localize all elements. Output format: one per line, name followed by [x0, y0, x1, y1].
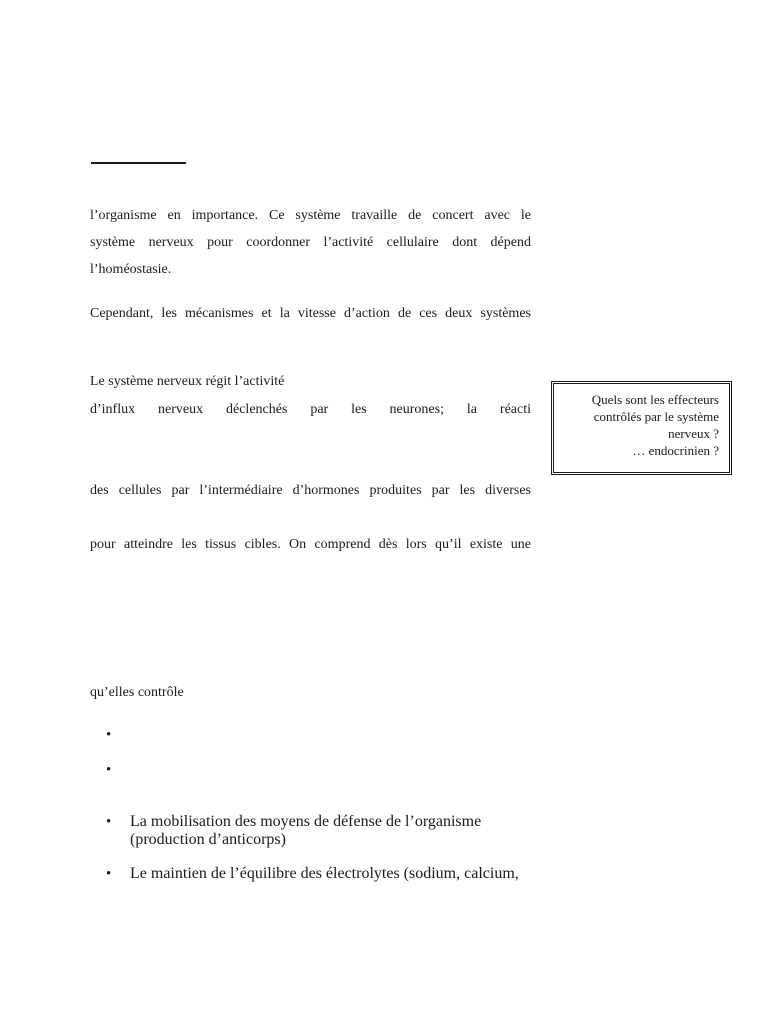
bullet-icon: •	[106, 727, 112, 743]
heading-underline	[91, 162, 186, 164]
margin-question-box	[551, 381, 732, 475]
paragraph-endocrine-intro	[90, 202, 531, 283]
list-item-text: (production d’anticorps)	[130, 831, 286, 848]
paragraph-mechanisms: Cependant, les mécanismes et la vitesse d’action de ces deux systèmes	[90, 306, 531, 321]
paragraph-nervous-line2: d’influx nerveux déclenchés par les neurones; la réacti	[90, 402, 531, 417]
list-item-text: La mobilisation des moyens de défense de l’organisme	[130, 813, 482, 830]
margin-question-line: … endocrinien ?	[632, 443, 719, 458]
paragraph-controls: qu’elles contrôle	[90, 685, 184, 700]
margin-question-line: nerveux ?	[668, 426, 719, 441]
list-item-defense	[90, 813, 571, 849]
margin-question-line: contrôlés par le système	[593, 409, 719, 424]
paragraph-line: l’homéostasie.	[90, 262, 172, 277]
paragraph-line: l’organisme en importance. Ce système travaille de concert avec le	[90, 208, 531, 223]
paragraph-target-tissues: pour atteindre les tissus cibles. On comprend dès lors qu’il existe une	[90, 537, 531, 552]
paragraph-nervous-line1: Le système nerveux régit l’activité	[90, 374, 285, 389]
paragraph-hormones: des cellules par l’intermédiaire d’hormones produites par les diverses	[90, 483, 531, 498]
bullet-icon: •	[106, 866, 112, 882]
list-item-electrolytes	[90, 865, 571, 883]
paragraph-line: système nerveux pour coordonner l’activité cellulaire dont dépend	[90, 235, 531, 250]
bullet-icon: •	[106, 814, 112, 830]
list-item-text: Le maintien de l’équilibre des électrolytes (sodium, calcium,	[130, 865, 519, 882]
margin-question-line: Quels sont les effecteurs	[591, 392, 719, 407]
bullet-icon: •	[106, 762, 112, 778]
